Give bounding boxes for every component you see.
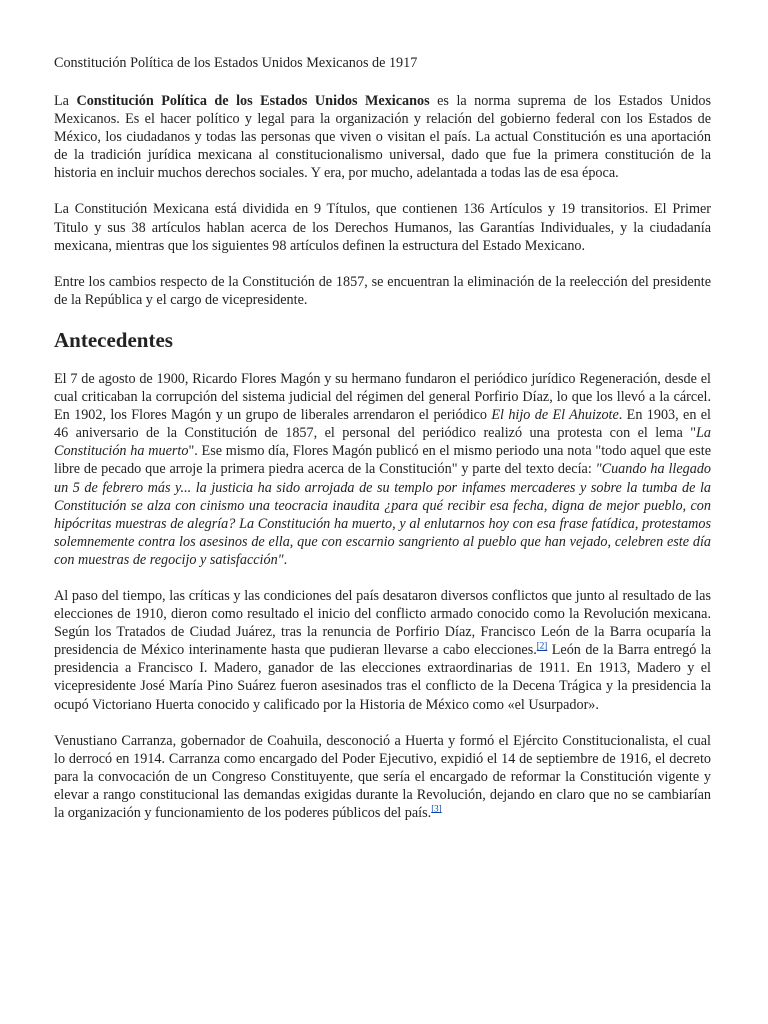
intro-p1-text-c: es la norma suprema de los Estados Unidos Mexicanos. Es el hacer político y legal para la organización y relación del gobierno federal con los Estados de México, los ciudadanos y todas las personas que viven o visitan el país. La actual Constitución es una aportación de la tradición jurídica mexicana al constitucionalismo universal, dado que fue la primera constitución de la historia en incluir muchos derechos sociales. Y era, por mucho, adelantada a todas las de esa época. <box>54 93 712 182</box>
reference-link-2[interactable]: [2] <box>536 640 548 651</box>
intro-p1-text-a: La <box>54 93 77 109</box>
antecedentes-p1-text-e: ". Ese mismo día, Flores Magón publicó en el mismo periodo una nota "todo aquel que este libre de pecado que arroje la primera piedra acerca de la Constitución" y parte del texto decía: <box>54 443 711 478</box>
antecedentes-p1-motto: La Constitución ha muerto <box>54 425 711 460</box>
antecedentes-p1-text-a: El 7 de agosto de 1900, Ricardo Flores Magón y su hermano fundaron el periódico jurídico Regeneración, desde el cual criticaban la corrupción del sistema judicial del régimen del general Porfirio Díaz, lo que los llevó a la cárcel. En 1902, los Flores Magón y un grupo de liberales arrendaron el periódico <box>54 370 711 424</box>
antecedentes-p1-text-c: . En 1903, en el 46 aniversario de la Constitución de 1857, el personal del periódico realizó una protesta con el lema " <box>54 407 712 442</box>
antecedentes-p1-quote: "Cuando ha llegado un 5 de febrero más y... la justicia ha sido arrojada de su templo por infames mercaderes y sobre la tumba de la Constitución se alza con cinismo una teocracia inaudita ¿para qué recibir esa fecha, digna de mejor pueblo, con hipócritas muestras de alegría? La Constitución ha muerto, y al enlutarnos hoy con esa frase fatídica, protestamos solemnemente contra los asesinos de ella, que con escarnio sangriento al pueblo que han vejado, celebren este día con muestras de regocijo y satisfacción" <box>54 461 712 568</box>
intro-paragraph-1 <box>54 92 711 182</box>
reference-link-3[interactable]: [3] <box>431 803 442 814</box>
intro-paragraph-2: La Constitución Mexicana está dividida en 9 Títulos, que contienen 136 Artículos y 19 transitorios. El Primer Titulo y sus 38 artículos hablan acerca de los Derechos Humanos, las Garantías Individuales, y la ciudadanía mexicana, mientras que los siguientes 98 artículos definen la estructura del Estado Mexicano. <box>54 201 711 254</box>
document-title: Constitución Política de los Estados Unidos Mexicanos de 1917 <box>54 55 418 71</box>
antecedentes-p2-text-b: León de la Barra entregó la presidencia a Francisco I. Madero, ganador de las elecciones extraordinarias de 1911. En 1913, Madero y el vicepresidente José María Pino Suárez fueron asesinados tras el conflicto de la Decena Trágica y la presidencia la ocupó Victoriano Huerta conocido y calificado por la Historia de México como «el Usurpador». <box>54 642 711 713</box>
antecedentes-p1-text-g: . <box>283 551 288 568</box>
intro-paragraph-3: Entre los cambios respecto de la Constitución de 1857, se encuentran la eliminación de la reelección del presidente de la República y el cargo de vicepresidente. <box>54 273 711 308</box>
section-heading-antecedentes: Antecedentes <box>54 327 173 352</box>
antecedentes-paragraph-1 <box>54 370 711 569</box>
antecedentes-p1-newspaper-name: El hijo de El Ahuizote <box>491 407 619 424</box>
antecedentes-paragraph-2 <box>54 587 711 714</box>
antecedentes-p2-text-a: Al paso del tiempo, las críticas y las condiciones del país desataron diversos conflictos que junto al resultado de las elecciones de 1910, dieron como resultado el inicio del conflicto armado conocido como la Revolución mexicana. Según los Tratados de Ciudad Juárez, tras la renuncia de Porfirio Díaz, Francisco León de la Barra ocuparía la presidencia de México interinamente hasta que pudieran llevarse a cabo elecciones. <box>54 587 711 659</box>
antecedentes-paragraph-3 <box>54 732 711 822</box>
intro-p1-bold-title: Constitución Política de los Estados Unidos Mexicanos <box>76 93 430 109</box>
antecedentes-p3-text-a: Venustiano Carranza, gobernador de Coahuila, desconoció a Huerta y formó el Ejército Constitucionalista, el cual lo derrocó en 1914. Carranza como encargado del Poder Ejecutivo, expidió el 14 de septiembre de 1916, el decreto para la convocación de un Congreso Constituyente, que sería el encargado de reformar la Constitución vigente y elevar a rango constitucional las demandas exigidas durante la Revolución, dejando en claro que no se cambiarían la organización y funcionamiento de los poderes públicos del país. <box>54 732 711 821</box>
